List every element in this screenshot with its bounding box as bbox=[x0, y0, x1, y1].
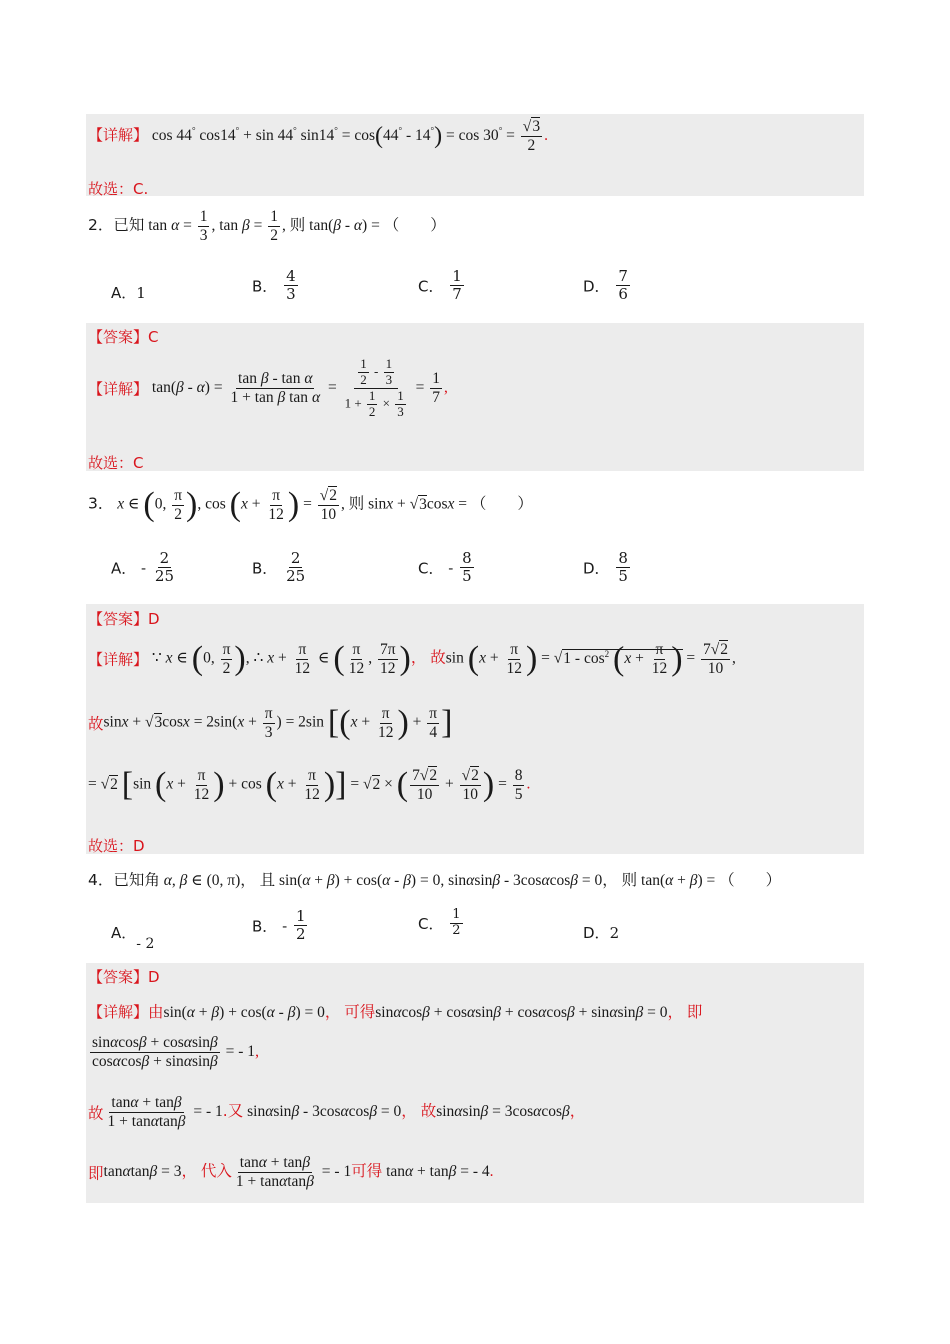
option-4d[interactable]: D．2 bbox=[583, 924, 620, 942]
answer-line-1: 故选：C. bbox=[88, 180, 149, 198]
option-2b[interactable]: B． $\frac{4}{3}$ bbox=[252, 267, 296, 304]
answer-2: 【答案】C bbox=[88, 328, 159, 346]
detail-4-line1: 【详解】由sin(α + β) + cos(α - β) = 0， 可得sinαcosβ + cosαsinβ + cosαcosβ + sinαsinβ = 0， 即 bbox=[88, 1003, 703, 1021]
option-2d[interactable]: D． $\frac{7}{6}$ bbox=[583, 267, 628, 304]
detail-4-line3: 故 $\frac{\tan\alpha + \tan\beta}{1 + \tan\alpha\tan\beta}$ = - 1.又 sinαsinβ - 3cosαcosβ = 0， 故sinαsinβ = 3cosαcosβ， bbox=[88, 1094, 586, 1130]
detail-tag: 【详解】 bbox=[88, 125, 149, 144]
answer-line-2: 故选：C bbox=[88, 454, 144, 472]
question-2-number: 2．已知 bbox=[88, 215, 145, 234]
detail-2: 【详解】 tan(β - α) = $\frac{\text{tan β - tan α}}{\text{1 + tan β tan α}}$ = $\frac{1}{2}$ - $\frac{1}{3}$ 1 + $\frac{1}{2}$ × $\frac{1}{3}$ = $\frac{1}{7}$ , bbox=[88, 356, 448, 419]
question-2-then: 则 bbox=[289, 215, 306, 234]
question-2-paren: （ ） bbox=[383, 215, 446, 234]
question-2: 2．已知 tan α = $\frac{1}{3}$ , tan β = $\frac{1}{2}$ , 则 tan(β - α) = （ ） bbox=[88, 208, 446, 244]
option-4a[interactable]: A．- 2 bbox=[111, 924, 155, 952]
detail-3-line1: 【详解】 ∵ x ∈ (0, $\frac{\pi}{2}$ ), ∴ x + $\frac{\pi}{12}$ ∈ ( $\frac{\pi}{12}$ , $\frac{7\pi}{12}$ )， 故sin (x + $\frac{\pi}{12}$ ) = $√1 - \cos^2 (x$ + $\frac{\pi}{12}$ ) = $\frac{7√2}{10}$ , bbox=[88, 640, 736, 677]
answer-3: 【答案】D bbox=[88, 610, 160, 628]
detail-4-line2: $\frac{\sin\alpha\cos\beta + \cos\alpha\sin\beta}{\cos\alpha\cos\beta + \sin\alpha\sin\beta}$ = - 1, bbox=[92, 1034, 259, 1070]
option-2c[interactable]: C． $\frac{1}{7}$ bbox=[418, 267, 462, 304]
detail-4-line4: 即tanαtanβ = 3， 代入 $\frac{\tan\alpha + \tan\beta}{1 + \tan\alpha\tan\beta}$ = - 1可得 tanα + tanβ = - 4. bbox=[88, 1154, 494, 1190]
option-3a[interactable]: A． - $\frac{2}{25}$ bbox=[111, 549, 174, 586]
answer-4: 【答案】D bbox=[88, 968, 160, 986]
option-3b[interactable]: B． $\frac{2}{25}$ bbox=[252, 549, 306, 586]
option-3c[interactable]: C． - $\frac{8}{5}$ bbox=[418, 549, 472, 586]
answer-line-3: 故选：D bbox=[88, 837, 145, 855]
detail-line-1: 【详解】 cos 44° cos14° + sin 44° sin14° = cos(44° - 14°) = cos 30° = $\frac{√3}{2}$ . bbox=[88, 118, 548, 154]
option-3d[interactable]: D． $\frac{8}{5}$ bbox=[583, 549, 628, 586]
detail-3-line2: 故sinx + √3cosx = 2sin(x + $\frac{\pi}{3}$ ) = 2sin [(x + $\frac{\pi}{12}$ ) + $\frac{\pi}{4}$ ] bbox=[88, 704, 453, 741]
question-4: 4．已知角 α, β ∈ (0, π)， 且 sin(α + β) + cos(α - β) = 0, sinαsinβ - 3cosαcosβ = 0， 则 tan(α + β) = （ ） bbox=[88, 871, 782, 889]
question-3: 3． x ∈ (0, $\frac{\pi}{2}$ ), cos (x + $\frac{\pi}{12}$ ) = $\frac{√2}{10}$ , 则 sinx + √3cosx = （ ） bbox=[88, 486, 533, 523]
option-4b[interactable]: B． - $\frac{1}{2}$ bbox=[252, 907, 306, 944]
option-2a[interactable]: A．1 bbox=[111, 284, 146, 302]
option-4c[interactable]: C． $\frac{1}{2}$ bbox=[418, 907, 461, 938]
detail-3-line3: = √2 [sin (x + $\frac{\pi}{12}$ ) + cos (x + $\frac{\pi}{12}$ )] = √2 × ( $\frac{7√2}{10}$ + $\frac{√2}{10}$ ) = $\frac{8}{5}$ . bbox=[88, 766, 531, 803]
